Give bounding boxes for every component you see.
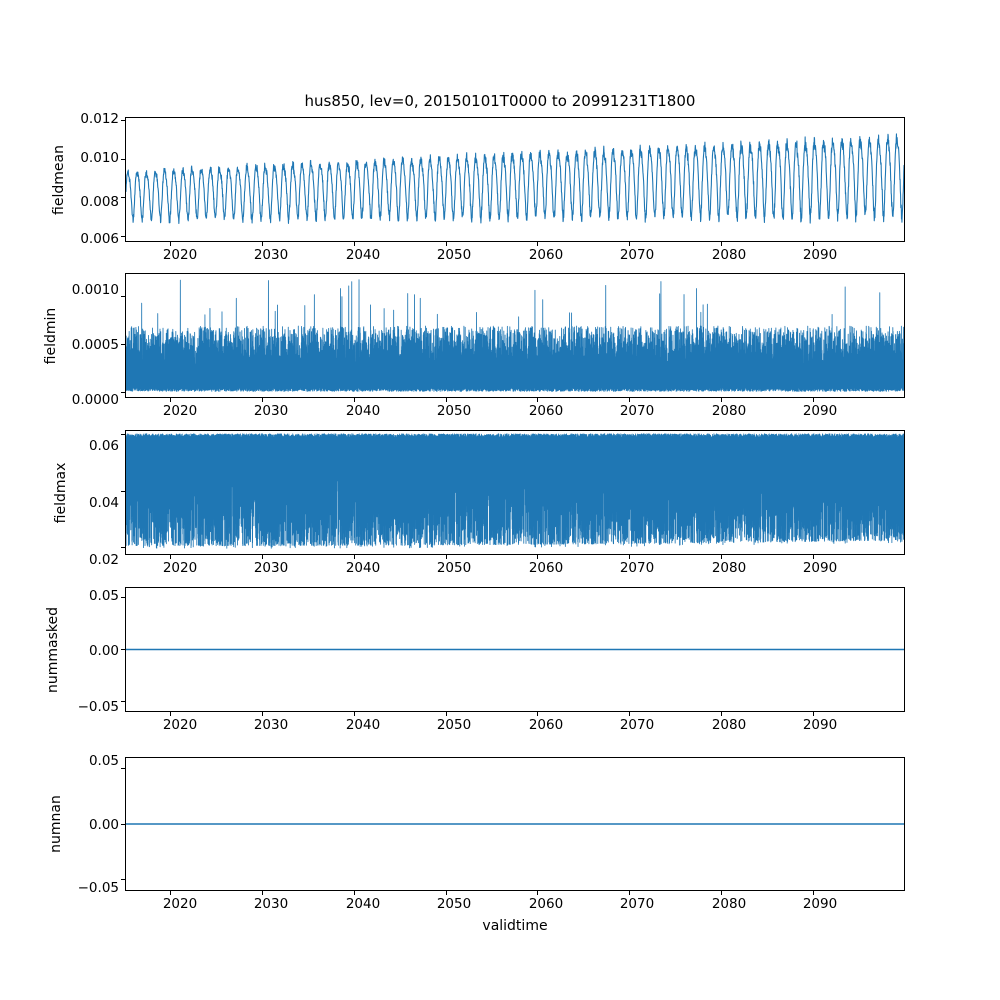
fieldmean-plot-area bbox=[126, 118, 904, 241]
ytick-fieldmean-3: 0.006 bbox=[80, 231, 119, 247]
axis-tick-mark bbox=[629, 891, 630, 895]
ytick-numnan-1: 0.00 bbox=[88, 817, 119, 833]
xtick-nummasked-2: 2040 bbox=[345, 717, 381, 733]
panel-nummasked bbox=[125, 587, 905, 712]
axis-tick-mark bbox=[121, 547, 125, 548]
axis-tick-mark bbox=[121, 120, 125, 121]
axis-tick-mark bbox=[629, 712, 630, 716]
axis-tick-mark bbox=[354, 242, 355, 246]
axis-tick-mark bbox=[629, 242, 630, 246]
panel-fieldmin bbox=[125, 273, 905, 398]
axis-tick-mark bbox=[813, 891, 814, 895]
xtick-fieldmax-0: 2020 bbox=[162, 560, 198, 576]
xtick-nummasked-7: 2090 bbox=[802, 717, 838, 733]
axis-tick-mark bbox=[121, 236, 125, 237]
xtick-fieldmax-2: 2040 bbox=[345, 560, 381, 576]
ytick-fieldmean-1: 0.010 bbox=[80, 150, 119, 166]
panel-numnan bbox=[125, 757, 905, 891]
axis-tick-mark bbox=[354, 555, 355, 559]
ytick-nummasked-2: −0.05 bbox=[77, 699, 119, 715]
xtick-fieldmin-7: 2090 bbox=[802, 403, 838, 419]
fieldmax-plot-area bbox=[126, 431, 904, 554]
xtick-fieldmin-2: 2040 bbox=[345, 403, 381, 419]
axis-tick-mark bbox=[813, 398, 814, 402]
ytick-numnan-2: −0.05 bbox=[77, 880, 119, 896]
ytick-numnan-0: 0.05 bbox=[88, 753, 119, 769]
axis-tick-mark bbox=[537, 712, 538, 716]
axis-tick-mark bbox=[629, 555, 630, 559]
xtick-fieldmean-5: 2070 bbox=[619, 247, 655, 263]
nummasked-plot-area bbox=[126, 588, 904, 711]
xtick-fieldmax-7: 2090 bbox=[802, 560, 838, 576]
axis-tick-mark bbox=[446, 712, 447, 716]
xtick-nummasked-3: 2050 bbox=[436, 717, 472, 733]
axis-tick-mark bbox=[121, 344, 125, 345]
ytick-fieldmin-1: 0.0005 bbox=[71, 337, 119, 353]
xtick-numnan-6: 2080 bbox=[711, 896, 747, 912]
axis-tick-mark bbox=[813, 555, 814, 559]
xtick-fieldmax-5: 2070 bbox=[619, 560, 655, 576]
panel-fieldmax bbox=[125, 430, 905, 555]
axis-tick-mark bbox=[170, 712, 171, 716]
axis-tick-mark bbox=[262, 891, 263, 895]
xtick-fieldmin-5: 2070 bbox=[619, 403, 655, 419]
axis-tick-mark bbox=[813, 712, 814, 716]
axis-tick-mark bbox=[121, 649, 125, 650]
xtick-fieldmean-2: 2040 bbox=[345, 247, 381, 263]
axis-tick-mark bbox=[121, 159, 125, 160]
axis-tick-mark bbox=[446, 242, 447, 246]
ytick-fieldmean-0: 0.012 bbox=[80, 111, 119, 127]
axis-tick-mark bbox=[721, 891, 722, 895]
xtick-fieldmean-7: 2090 bbox=[802, 247, 838, 263]
axis-tick-mark bbox=[121, 597, 125, 598]
axis-tick-mark bbox=[813, 242, 814, 246]
axis-tick-mark bbox=[170, 242, 171, 246]
xtick-fieldmean-0: 2020 bbox=[162, 247, 198, 263]
axis-tick-mark bbox=[446, 891, 447, 895]
axis-tick-mark bbox=[121, 392, 125, 393]
xtick-fieldmean-6: 2080 bbox=[711, 247, 747, 263]
xtick-numnan-0: 2020 bbox=[162, 896, 198, 912]
ytick-fieldmean-2: 0.008 bbox=[80, 194, 119, 210]
ytick-fieldmin-2: 0.0000 bbox=[71, 392, 119, 408]
axis-tick-mark bbox=[354, 891, 355, 895]
axis-tick-mark bbox=[121, 197, 125, 198]
ylabel-numnan: numnan bbox=[48, 795, 64, 853]
xtick-fieldmin-4: 2060 bbox=[528, 403, 564, 419]
axis-tick-mark bbox=[121, 879, 125, 880]
axis-tick-mark bbox=[262, 398, 263, 402]
axis-tick-mark bbox=[121, 434, 125, 435]
axis-tick-mark bbox=[446, 398, 447, 402]
axis-tick-mark bbox=[170, 891, 171, 895]
axis-tick-mark bbox=[262, 242, 263, 246]
axis-tick-mark bbox=[354, 712, 355, 716]
axis-tick-mark bbox=[537, 398, 538, 402]
ytick-nummasked-1: 0.00 bbox=[88, 643, 119, 659]
axis-tick-mark bbox=[121, 768, 125, 769]
xtick-fieldmean-3: 2050 bbox=[436, 247, 472, 263]
xtick-nummasked-0: 2020 bbox=[162, 717, 198, 733]
axis-tick-mark bbox=[721, 242, 722, 246]
axis-tick-mark bbox=[262, 555, 263, 559]
xlabel-validtime: validtime bbox=[482, 918, 548, 934]
axis-tick-mark bbox=[121, 491, 125, 492]
axis-tick-mark bbox=[721, 555, 722, 559]
xtick-fieldmax-4: 2060 bbox=[528, 560, 564, 576]
xtick-fieldmax-1: 2030 bbox=[253, 560, 289, 576]
ylabel-fieldmin: fieldmin bbox=[43, 307, 59, 365]
xtick-numnan-3: 2050 bbox=[436, 896, 472, 912]
axis-tick-mark bbox=[170, 398, 171, 402]
axis-tick-mark bbox=[537, 555, 538, 559]
ytick-fieldmin-0: 0.0010 bbox=[71, 282, 119, 298]
axis-tick-mark bbox=[262, 712, 263, 716]
panel-fieldmean bbox=[125, 117, 905, 242]
axis-tick-mark bbox=[170, 555, 171, 559]
xtick-fieldmean-4: 2060 bbox=[528, 247, 564, 263]
ytick-fieldmax-2: 0.02 bbox=[88, 552, 119, 568]
xtick-fieldmin-3: 2050 bbox=[436, 403, 472, 419]
axis-tick-mark bbox=[537, 242, 538, 246]
fieldmin-plot-area bbox=[126, 274, 904, 397]
axis-tick-mark bbox=[121, 296, 125, 297]
xtick-fieldmax-6: 2080 bbox=[711, 560, 747, 576]
ytick-fieldmax-0: 0.06 bbox=[88, 438, 119, 454]
ylabel-fieldmean: fieldmean bbox=[51, 145, 67, 215]
xtick-nummasked-6: 2080 bbox=[711, 717, 747, 733]
xtick-numnan-7: 2090 bbox=[802, 896, 838, 912]
ylabel-nummasked: nummasked bbox=[45, 607, 61, 694]
ylabel-fieldmax: fieldmax bbox=[53, 462, 69, 524]
numnan-plot-area bbox=[126, 758, 904, 890]
axis-tick-mark bbox=[629, 398, 630, 402]
xtick-fieldmax-3: 2050 bbox=[436, 560, 472, 576]
axis-tick-mark bbox=[354, 398, 355, 402]
axis-tick-mark bbox=[537, 891, 538, 895]
axis-tick-mark bbox=[721, 712, 722, 716]
axis-tick-mark bbox=[121, 824, 125, 825]
figure-title: hus850, lev=0, 20150101T0000 to 20991231T1800 bbox=[304, 92, 696, 110]
xtick-numnan-4: 2060 bbox=[528, 896, 564, 912]
xtick-nummasked-1: 2030 bbox=[253, 717, 289, 733]
xtick-nummasked-5: 2070 bbox=[619, 717, 655, 733]
axis-tick-mark bbox=[446, 555, 447, 559]
xtick-fieldmin-6: 2080 bbox=[711, 403, 747, 419]
xtick-numnan-2: 2040 bbox=[345, 896, 381, 912]
xtick-nummasked-4: 2060 bbox=[528, 717, 564, 733]
xtick-fieldmin-0: 2020 bbox=[162, 403, 198, 419]
ytick-fieldmax-1: 0.04 bbox=[88, 495, 119, 511]
xtick-numnan-5: 2070 bbox=[619, 896, 655, 912]
xtick-fieldmin-1: 2030 bbox=[253, 403, 289, 419]
xtick-numnan-1: 2030 bbox=[253, 896, 289, 912]
axis-tick-mark bbox=[721, 398, 722, 402]
xtick-fieldmean-1: 2030 bbox=[253, 247, 289, 263]
axis-tick-mark bbox=[121, 701, 125, 702]
ytick-nummasked-0: 0.05 bbox=[88, 588, 119, 604]
